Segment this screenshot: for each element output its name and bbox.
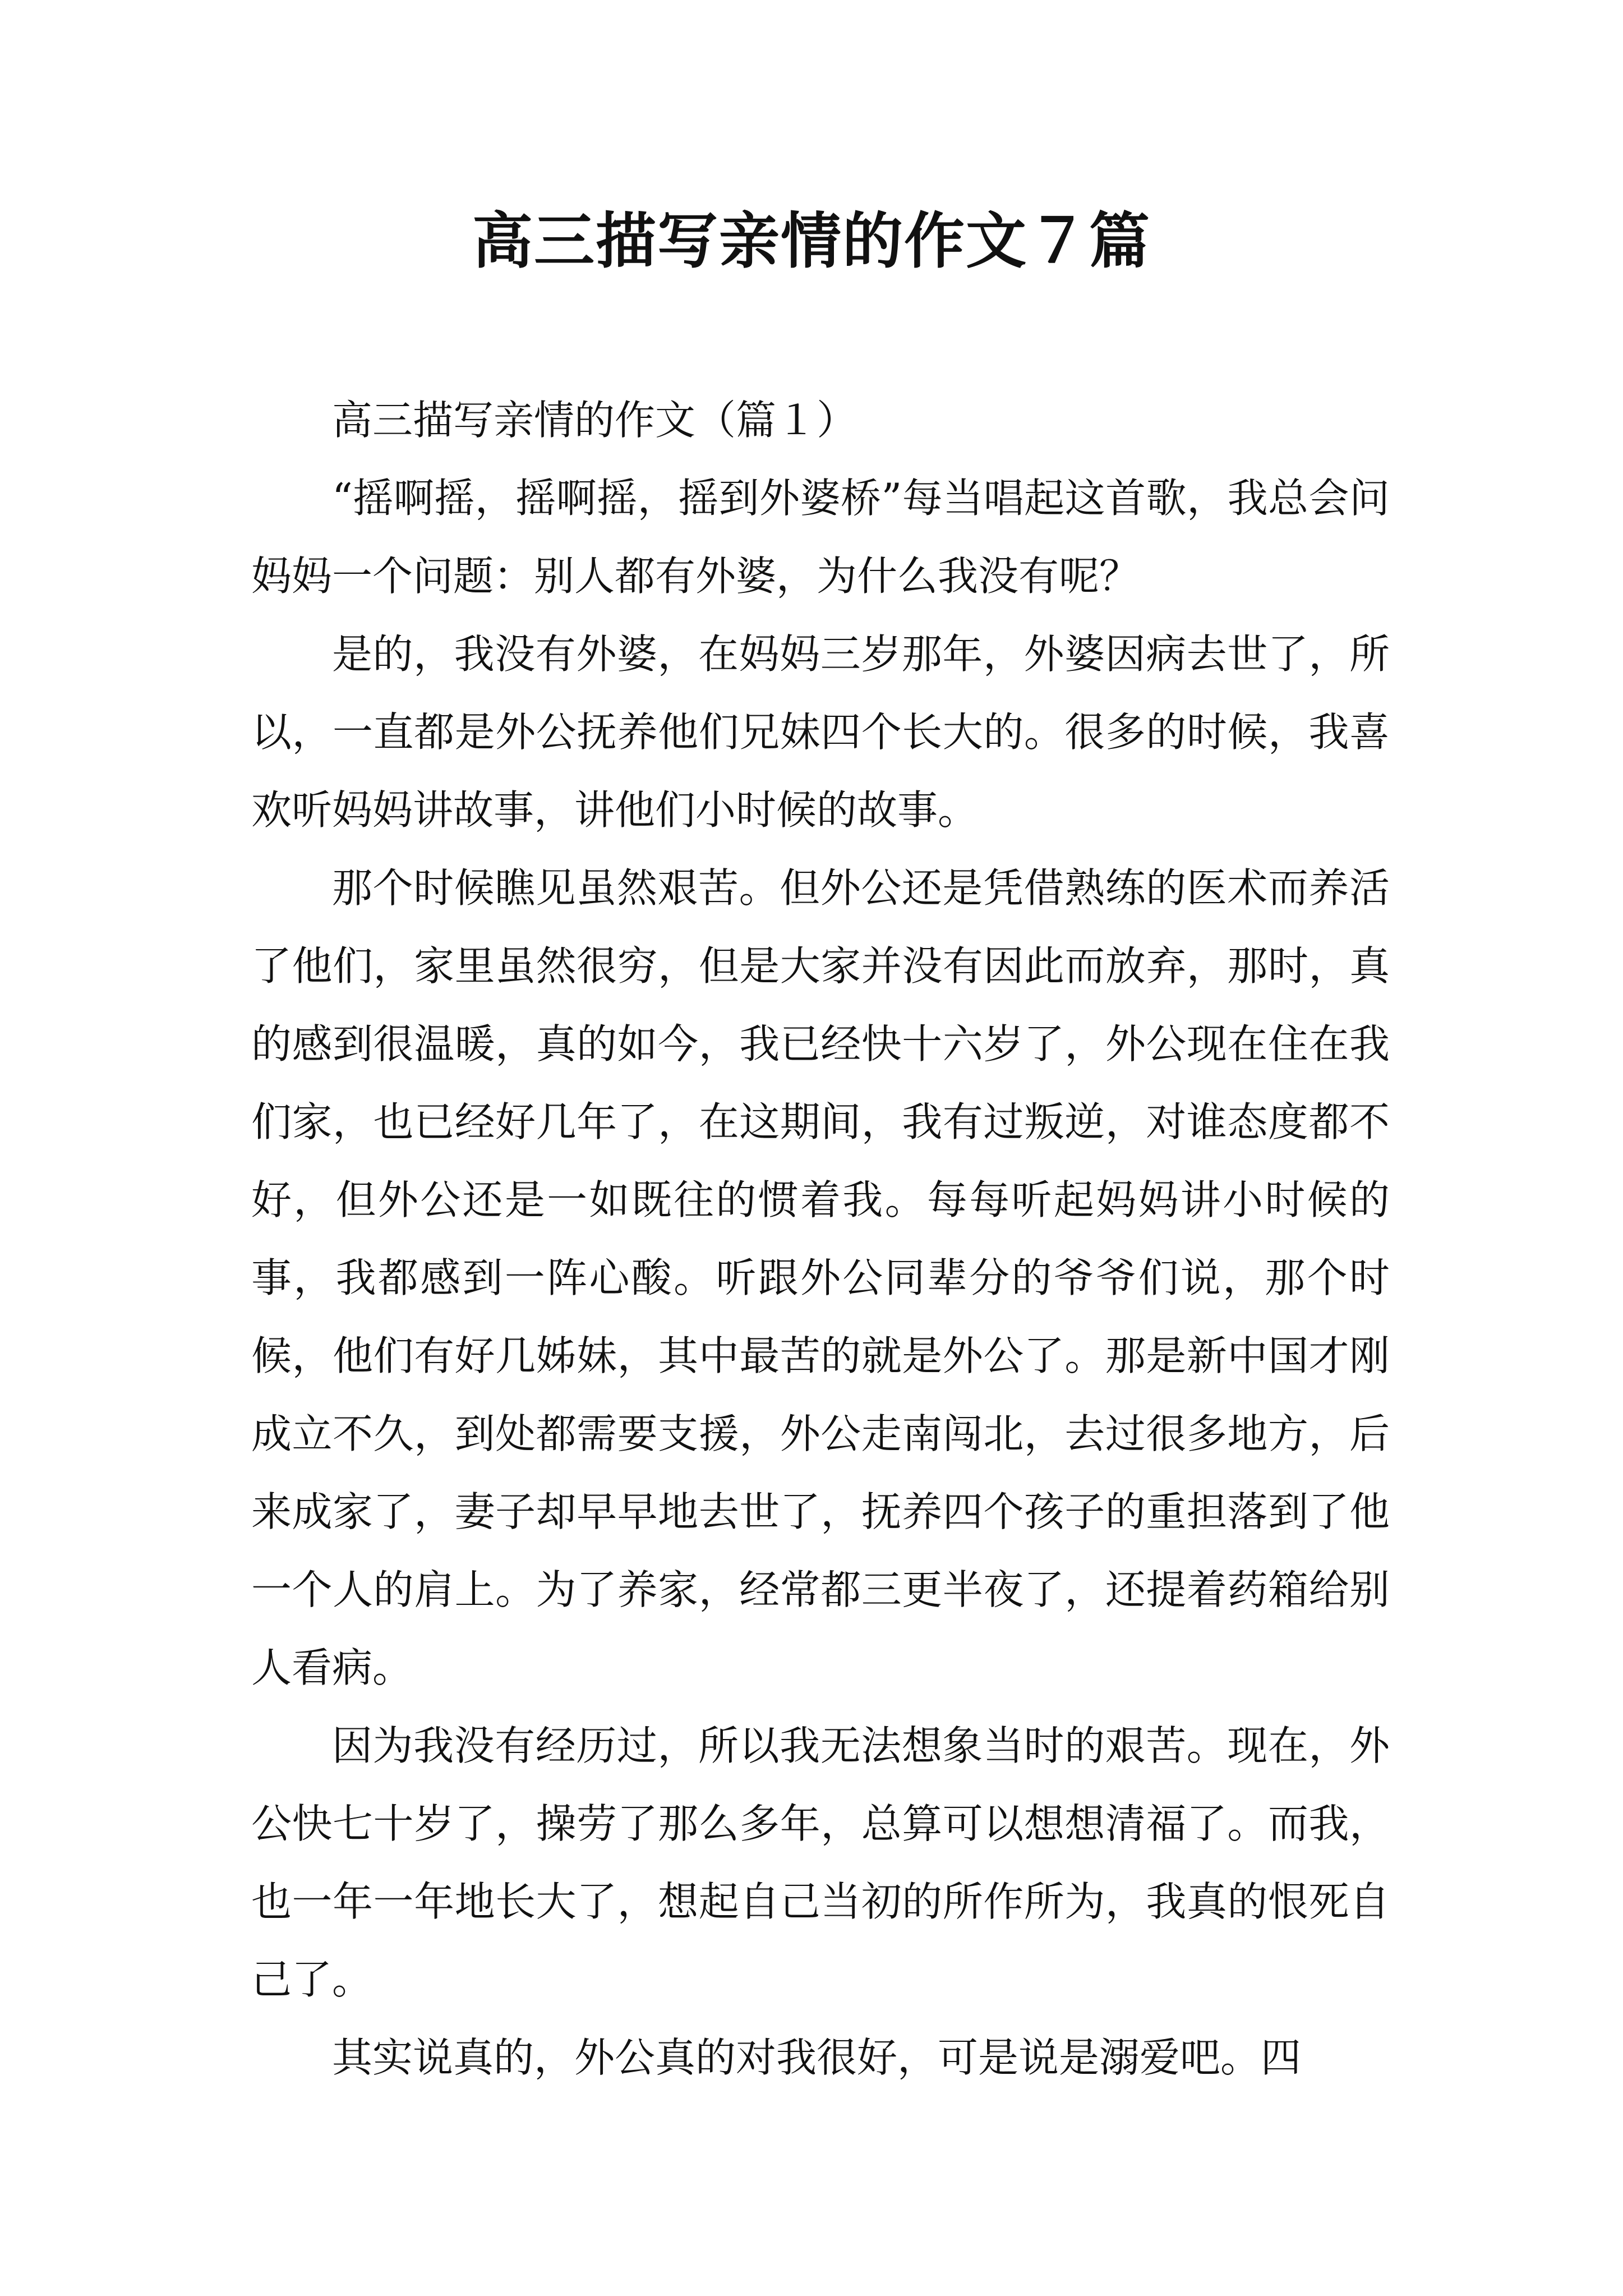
paragraph: 是的，我没有外婆，在妈妈三岁那年，外婆因病去世了，所以，一直都是外公抚养他们兄妹四个长大的。很多的时候，我喜欢听妈妈讲故事，讲他们小时候的故事。 xyxy=(251,631,1390,834)
paragraph: “摇啊摇，摇啊摇，摇到外婆桥”每当唱起这首歌，我总会问妈妈一个问题：别人都有外婆，为什么我没有呢？ xyxy=(251,475,1390,600)
paragraph: 那个时候瞧见虽然艰苦。但外公还是凭借熟练的医术而养活了他们，家里虽然很穷，但是大家并没有因此而放弃，那时，真的感到很温暖，真的如今，我已经快十六岁了，外公现在住在我们家，也已经好几年了，在这期间，我有过叛逆，对谁态度都不好，但外公还是一如既往的惯着我。每每听起妈妈讲小时候的事，我都感到一阵心酸。听跟外公同辈分的爷爷们说，那个时候，他们有好几姊妹，其中最苦的就是外公了。那是新中国才刚成立不久，到处都需要支援，外公走南闯北，去过很多地方，后来成家了，妻子却早早地去世了，抚养四个孩子的重担落到了他一个人的肩上。为了养家，经常都三更半夜了，还提着药箱给别人看病。 xyxy=(251,864,1390,1691)
paragraph: 因为我没有经历过，所以我无法想象当时的艰苦。现在，外公快七十岁了，操劳了那么多年，总算可以想想清福了。而我，也一年一年地长大了，想起自己当初的所作所为，我真的恨死自己了。 xyxy=(251,1722,1390,2003)
document-title: 高三描写亲情的作文７篇 xyxy=(472,206,1151,277)
paragraph: 其实说真的，外公真的对我很好，可是说是溺爱吧。四 xyxy=(332,2034,1302,2081)
section-heading: 高三描写亲情的作文（篇１） xyxy=(332,397,857,444)
document-body xyxy=(251,381,1390,2097)
